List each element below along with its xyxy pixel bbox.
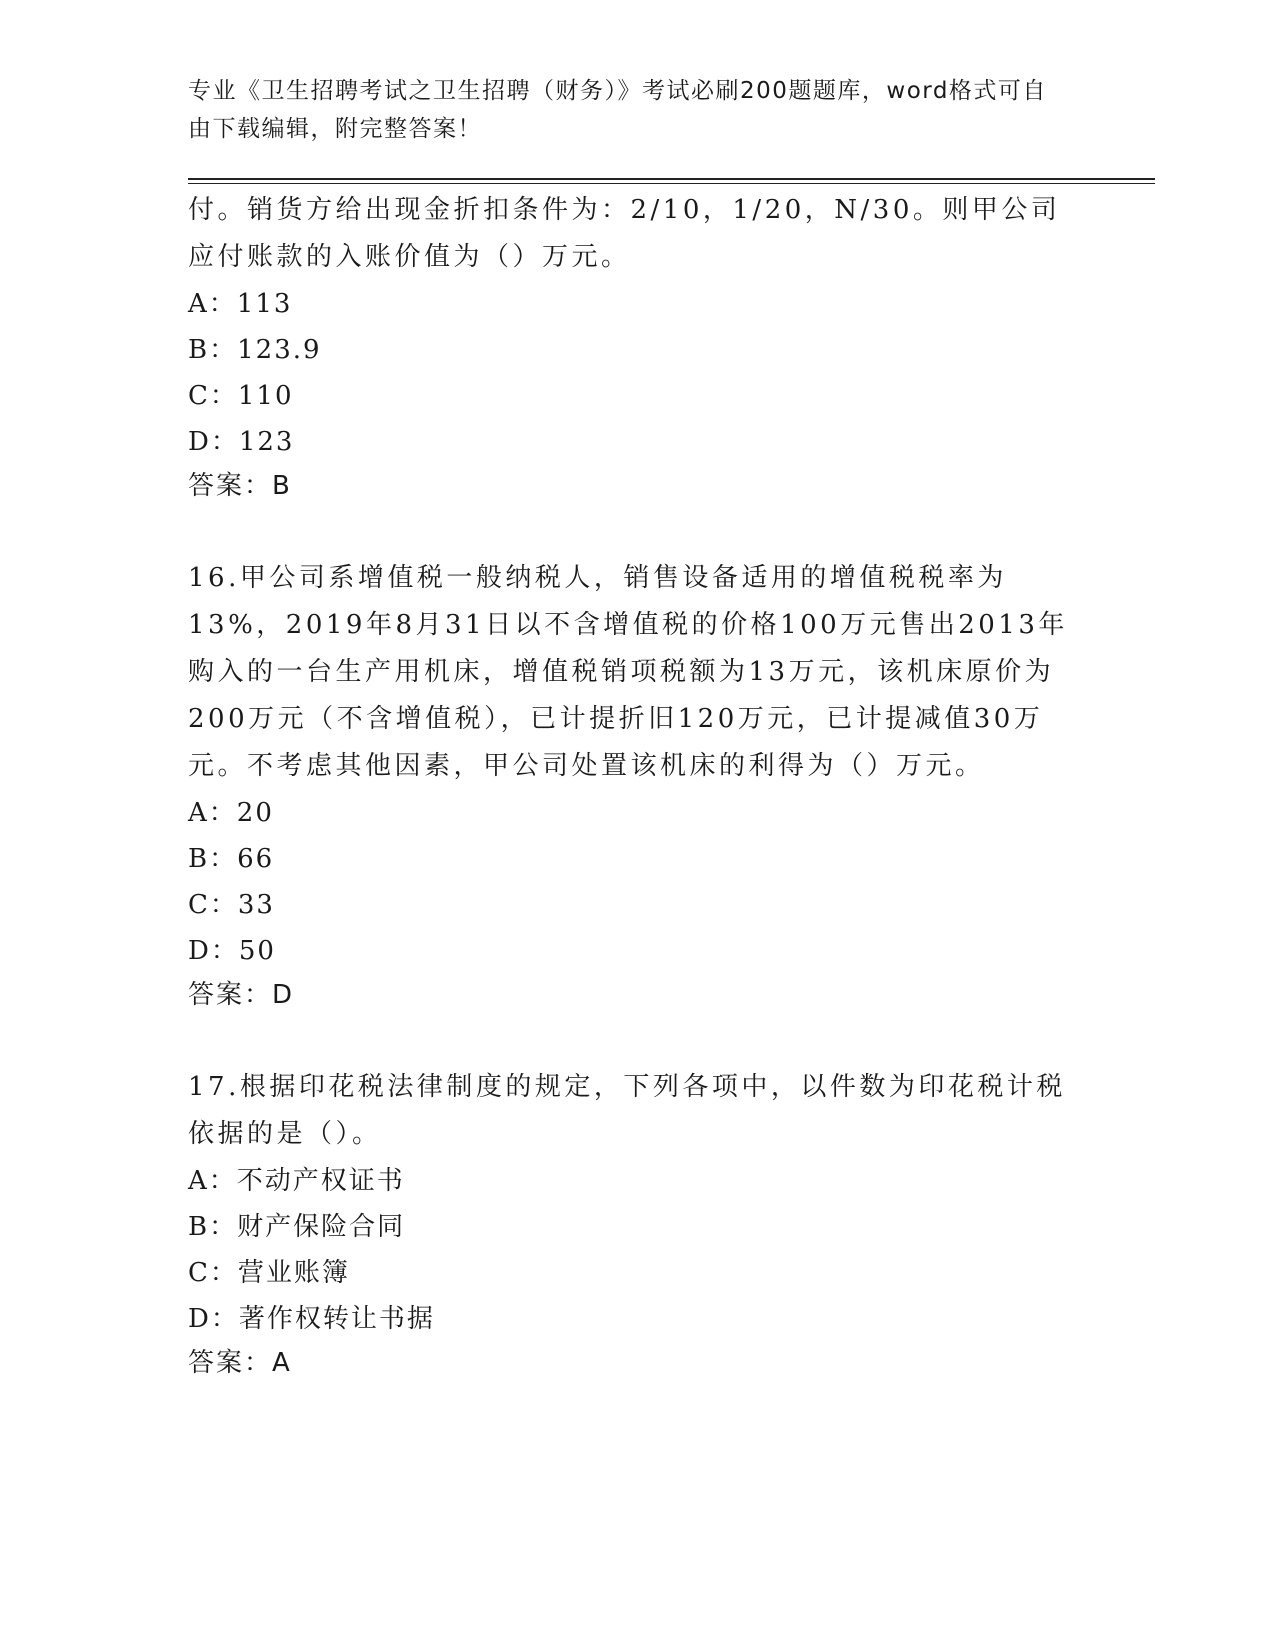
question-16-text: 16.甲公司系增值税一般纳税人，销售设备适用的增值税税率为13%，2019年8月31日以不含增值税的价格100万元售出2013年购入的一台生产用机床，增值税销项税额为13万元，该机床原价为200万元（不含增值税），已计提折旧120万元，已计提减值30万元。不考虑其他因素，甲公司处置该机床的利得为（）万元。	[188, 563, 1068, 781]
question-15-option-d: D：123	[188, 427, 295, 457]
question-17-answer: 答案：A	[188, 1348, 292, 1378]
page-header: 专业《卫生招聘考试之卫生招聘（财务）》考试必刷200题题库，word格式可自由下载编辑，附完整答案！	[188, 78, 1047, 142]
question-17-option-a: A：不动产权证书	[188, 1166, 405, 1196]
question-15-answer: 答案：B	[188, 471, 292, 501]
header-divider-thick	[188, 178, 1155, 180]
question-17-option-c: C：营业账簿	[188, 1258, 350, 1288]
question-16-option-c: C：33	[188, 890, 275, 920]
question-16-option-b: B：66	[188, 844, 275, 874]
question-16-option-d: D：50	[188, 936, 276, 966]
question-17-option-b: B：财产保险合同	[188, 1212, 406, 1242]
question-15-option-b: B：123.9	[188, 335, 322, 365]
question-15-text: 付。销货方给出现金折扣条件为：2/10，1/20，N/30。则甲公司应付账款的入账价值为（）万元。	[188, 195, 1061, 272]
question-17-block	[188, 1064, 1078, 1384]
question-16-block	[188, 555, 1078, 1016]
question-17-option-d: D：著作权转让书据	[188, 1304, 435, 1334]
question-16-option-a: A：20	[188, 798, 274, 828]
question-15-option-a: A：113	[188, 289, 293, 319]
question-15-option-c: C：110	[188, 381, 294, 411]
question-16-answer: 答案：D	[188, 980, 295, 1010]
header-divider-thin	[188, 183, 1155, 184]
question-17-text: 17.根据印花税法律制度的规定，下列各项中，以件数为印花税计税依据的是（）。	[188, 1072, 1066, 1149]
spacer	[188, 1016, 1078, 1064]
question-15-block	[188, 187, 1078, 507]
spacer	[188, 507, 1078, 555]
question-list	[188, 187, 1078, 1384]
